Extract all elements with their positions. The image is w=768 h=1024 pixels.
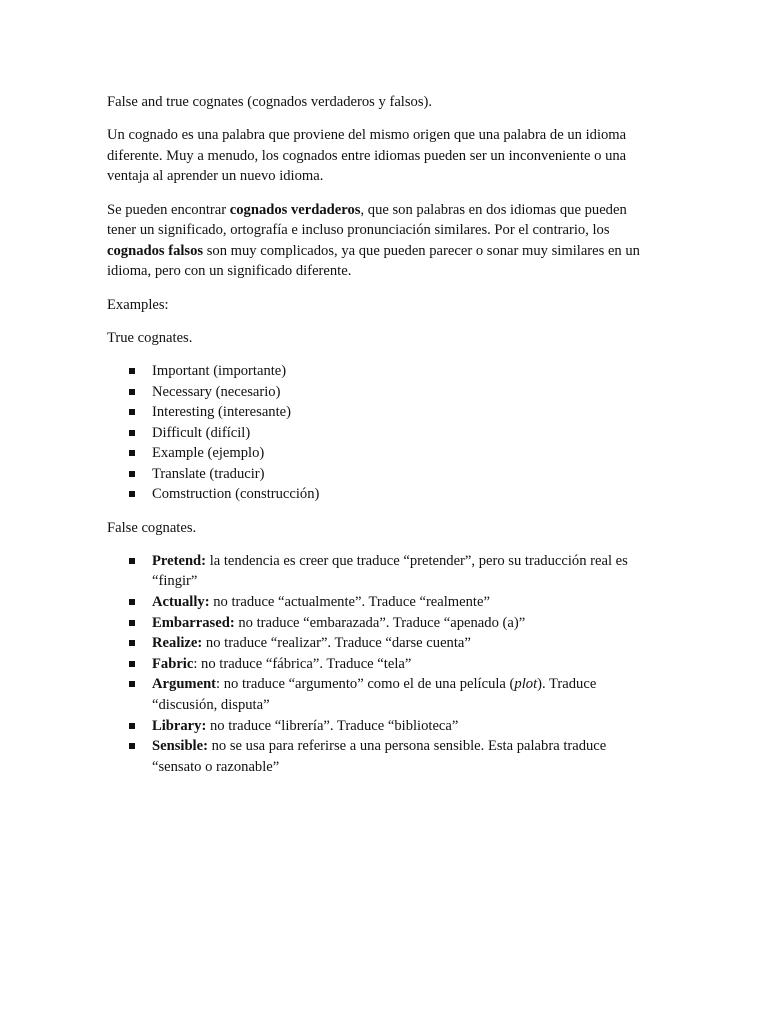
list-item-line [152, 551, 667, 572]
definition-line: tener un significado, ortografía e incluso pronunciación similares. Por el contrario, los [107, 222, 610, 239]
definition-line [107, 241, 667, 262]
false-cognates-heading: False cognates. [107, 519, 197, 536]
list-item [107, 484, 667, 505]
intro-line: Un cognado es una palabra que proviene del mismo origen que una palabra de un idioma [107, 127, 627, 144]
list-item-term: Library: [152, 717, 207, 734]
square-bullet-icon [129, 368, 135, 374]
true-cognates-term: cognados verdaderos [229, 201, 361, 218]
list-item-text: : no traduce “fábrica”. Traduce “tela” [193, 655, 412, 672]
square-bullet-icon [129, 681, 135, 687]
square-bullet-icon [129, 599, 135, 605]
list-item [107, 423, 667, 444]
square-bullet-icon [129, 491, 135, 497]
list-item-text: Comstruction (construcción) [152, 486, 320, 503]
false-cognates-list [107, 551, 667, 778]
false-cognates-term: cognados falsos [107, 242, 204, 259]
list-item-term: Argument [152, 676, 217, 693]
definition-line [107, 200, 667, 221]
list-item-text: no traduce “actualmente”. Traduce “realmente” [209, 594, 490, 611]
list-item [107, 402, 667, 423]
list-item-text: Difficult (difícil) [152, 424, 251, 441]
definition-text: Se pueden encontrar [107, 201, 230, 218]
list-item-term: Pretend: [152, 552, 207, 569]
definition-text: , que son palabras en dos idiomas que pueden [360, 201, 627, 218]
square-bullet-icon [129, 389, 135, 395]
intro-paragraph [107, 125, 667, 187]
cognates-definition-paragraph [107, 200, 667, 282]
square-bullet-icon [129, 409, 135, 415]
list-item-argument [107, 674, 667, 715]
definition-line: idioma, pero con un significado diferente. [107, 263, 352, 280]
list-item [107, 464, 667, 485]
square-bullet-icon [129, 430, 135, 436]
list-item-text: Important (importante) [152, 362, 287, 379]
list-item-fabric [107, 654, 667, 675]
list-item-line: “fingir” [152, 573, 198, 590]
list-item-line [152, 736, 667, 757]
square-bullet-icon [129, 661, 135, 667]
list-item-line: “discusión, disputa” [152, 697, 270, 713]
list-item-text: la tendencia es creer que traduce “pretender”, pero su traducción real es [206, 552, 628, 569]
intro-line: ventaja al aprender un nuevo idioma. [107, 168, 324, 185]
list-item [107, 443, 667, 464]
list-item-line: “sensato o razonable” [152, 758, 280, 775]
list-item-text: no traduce “embarazada”. Traduce “apenado (a)” [234, 614, 526, 631]
square-bullet-icon [129, 620, 135, 626]
square-bullet-icon [129, 640, 135, 646]
list-item-term: Fabric [152, 655, 194, 672]
list-item [107, 361, 667, 382]
list-item-sensible [107, 736, 667, 777]
list-item-term: Realize: [152, 635, 203, 652]
list-item-text: : no traduce “argumento” como el de una película ( [216, 676, 515, 693]
examples-label: Examples: [107, 296, 169, 313]
square-bullet-icon [129, 471, 135, 477]
square-bullet-icon [129, 743, 135, 749]
list-item [107, 382, 667, 403]
list-item-text: no traduce “realizar”. Traduce “darse cuenta” [202, 635, 471, 652]
document-page [107, 92, 667, 790]
list-item-term: Sensible: [152, 738, 208, 755]
list-item-library [107, 716, 667, 737]
list-item-text: Interesting (interesante) [152, 404, 291, 421]
square-bullet-icon [129, 723, 135, 729]
document-title: False and true cognates (cognados verdaderos y falsos). [107, 94, 433, 110]
list-item-actually [107, 592, 667, 613]
list-item-text: ). Traduce [537, 676, 597, 693]
list-item-text: no traduce “librería”. Traduce “biblioteca” [206, 717, 459, 734]
list-item-text: no se usa para referirse a una persona sensible. Esta palabra traduce [207, 738, 607, 755]
list-item-term: Embarrased: [152, 614, 235, 631]
list-item-realize [107, 633, 667, 654]
list-item-text: Translate (traducir) [152, 465, 265, 482]
list-item-pretend [107, 551, 667, 592]
true-cognates-list [107, 361, 667, 505]
list-item-line [152, 674, 667, 695]
square-bullet-icon [129, 558, 135, 564]
list-item-text: Example (ejemplo) [152, 445, 265, 462]
list-item-embarrased [107, 613, 667, 634]
square-bullet-icon [129, 450, 135, 456]
intro-line: diferente. Muy a menudo, los cognados entre idiomas pueden ser un inconveniente o una [107, 147, 627, 164]
definition-text: son muy complicados, ya que pueden parecer o sonar muy similares en un [203, 242, 640, 259]
list-item-text: Necessary (necesario) [152, 383, 281, 400]
list-item-term: Actually: [152, 594, 210, 611]
true-cognates-heading: True cognates. [107, 329, 193, 346]
list-item-italic: plot [514, 676, 538, 693]
